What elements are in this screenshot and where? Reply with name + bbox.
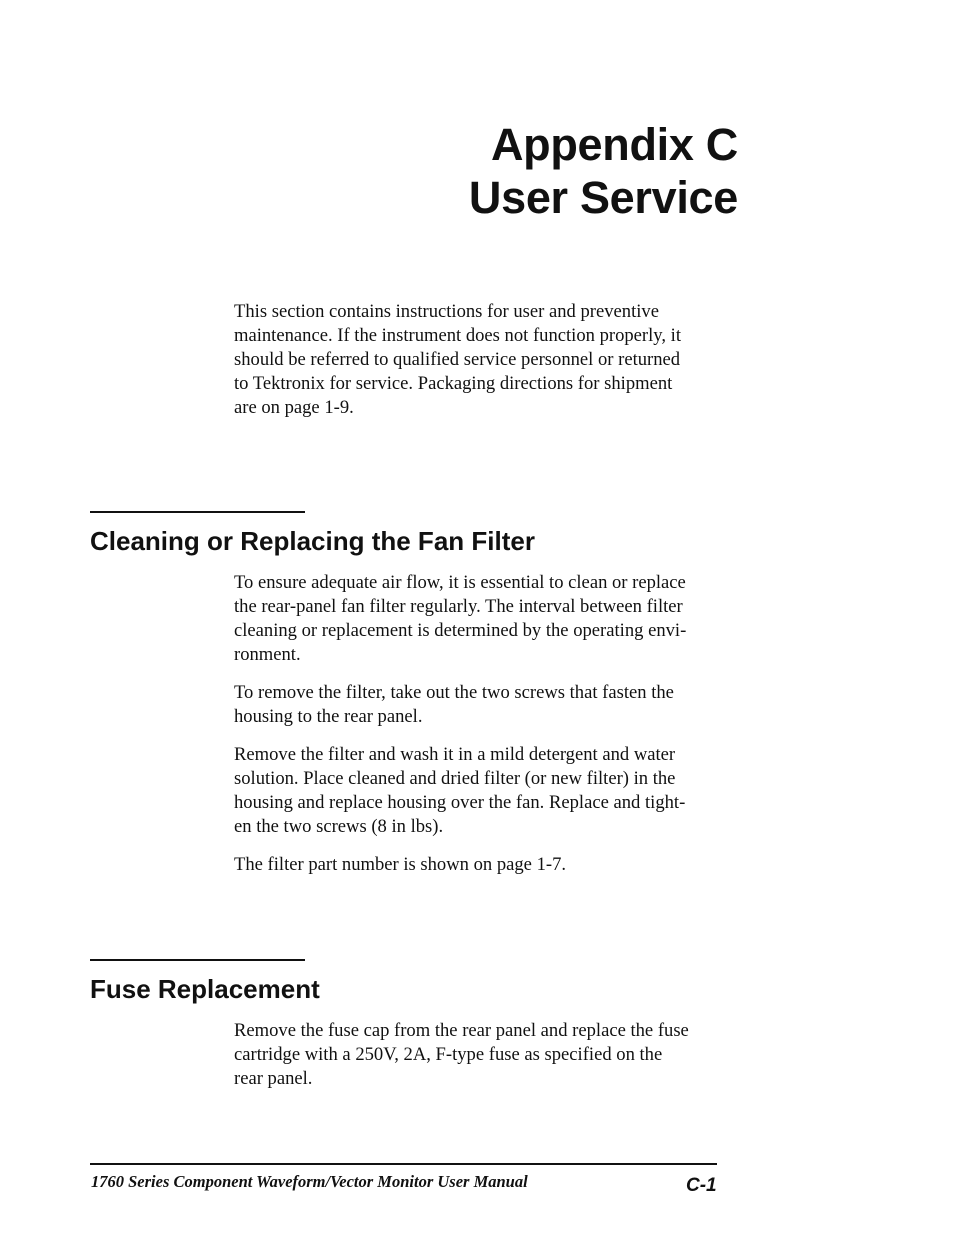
- text-line: maintenance. If the instrument does not function properly, it: [234, 325, 681, 346]
- footer-manual-title: 1760 Series Component Waveform/Vector Monitor User Manual: [91, 1172, 528, 1191]
- text-line: cleaning or replacement is determined by the operating envi-: [234, 620, 687, 641]
- paragraph: [234, 1019, 744, 1091]
- section-heading-fan-filter: Cleaning or Replacing the Fan Filter: [90, 526, 535, 556]
- page-title: [469, 118, 738, 224]
- footer-page-number: C-1: [686, 1175, 717, 1196]
- paragraph: [234, 681, 744, 729]
- text-line: are on page 1-9.: [234, 397, 354, 418]
- section-divider: [90, 511, 305, 513]
- paragraph: [234, 743, 744, 839]
- text-line: To remove the filter, take out the two screws that fasten the: [234, 682, 674, 703]
- section-body-fuse-replacement: [234, 1019, 744, 1105]
- text-line: housing to the rear panel.: [234, 706, 423, 727]
- intro-paragraph: [234, 300, 744, 420]
- section-divider: [90, 959, 305, 961]
- text-line: housing and replace housing over the fan. Replace and tight-: [234, 792, 686, 813]
- text-line: The filter part number is shown on page 1-7.: [234, 854, 567, 875]
- paragraph: [234, 853, 744, 877]
- text-line: Remove the filter and wash it in a mild detergent and water: [234, 744, 676, 765]
- text-line: This section contains instructions for user and preventive: [234, 301, 659, 322]
- text-line: the rear-panel fan filter regularly. The interval between filter: [234, 596, 683, 617]
- text-line: cartridge with a 250V, 2A, F-type fuse as specified on the: [234, 1044, 663, 1065]
- text-line: rear panel.: [234, 1068, 313, 1089]
- paragraph: [234, 571, 744, 667]
- text-line: Remove the fuse cap from the rear panel and replace the fuse: [234, 1020, 689, 1041]
- footer-divider: [90, 1163, 717, 1165]
- section-heading-fuse-replacement: Fuse Replacement: [90, 974, 320, 1004]
- title-line-appendix: Appendix C: [490, 119, 738, 170]
- text-line: To ensure adequate air flow, it is essential to clean or replace: [234, 572, 686, 593]
- text-line: ronment.: [234, 644, 301, 665]
- title-line-user-service: User Service: [468, 172, 738, 223]
- section-body-fan-filter: [234, 571, 744, 891]
- text-line: should be referred to qualified service personnel or returned: [234, 349, 681, 370]
- text-line: en the two screws (8 in lbs).: [234, 816, 444, 837]
- text-line: solution. Place cleaned and dried filter (or new filter) in the: [234, 768, 676, 789]
- text-line: to Tektronix for service. Packaging directions for shipment: [234, 373, 673, 394]
